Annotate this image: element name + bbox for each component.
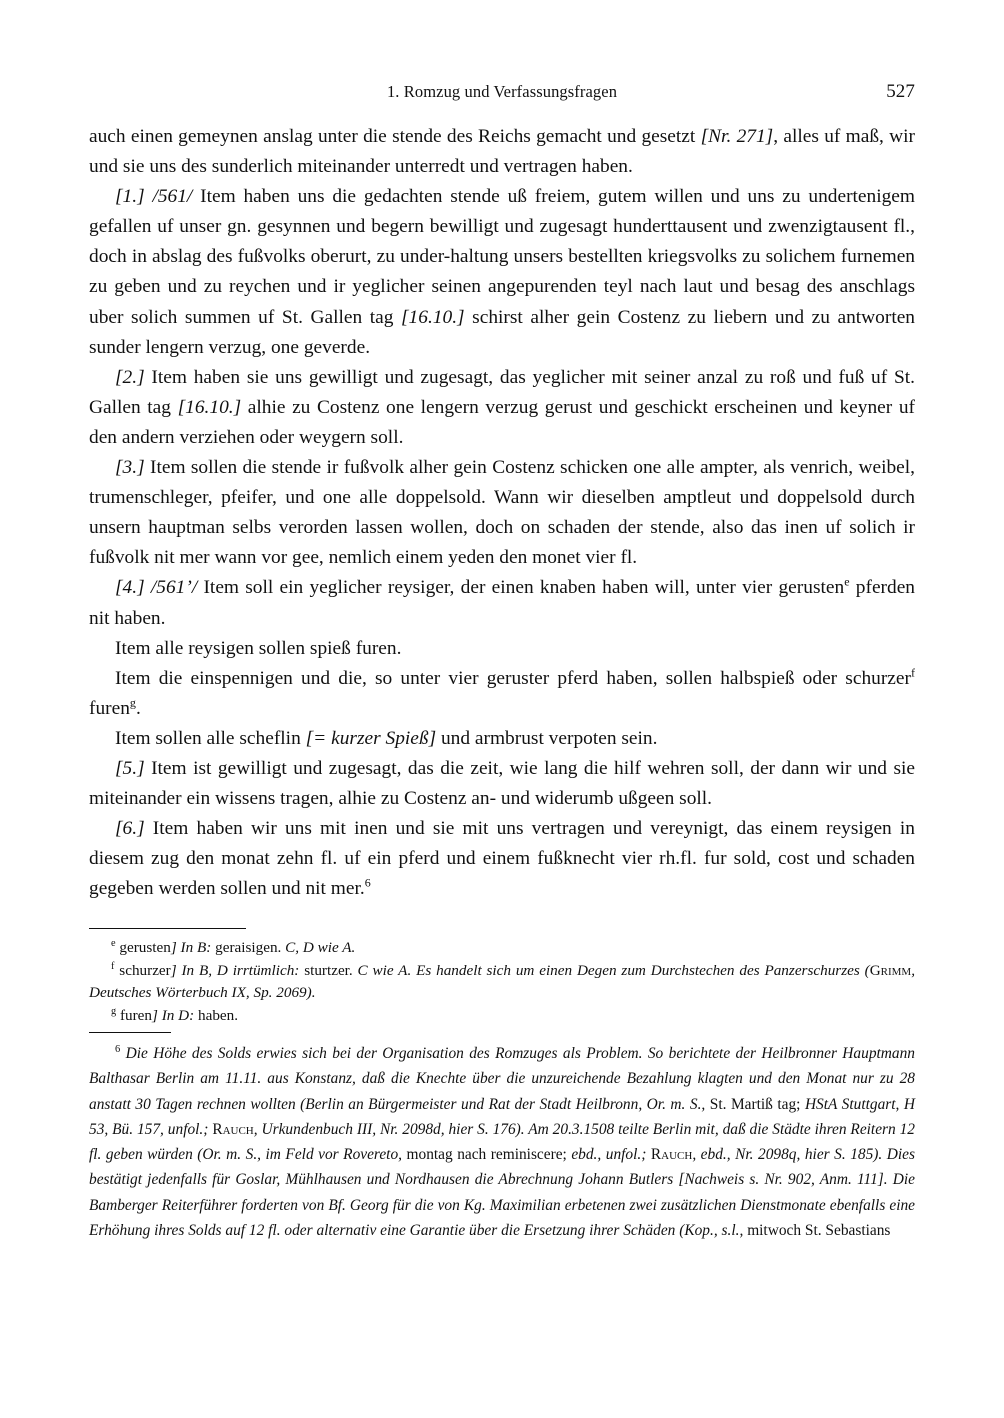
para-continued-run-0: auch einen gemeynen anslag unter die stende des Reichs gemacht und gesetzt xyxy=(89,126,701,147)
para-item-scheflin xyxy=(89,724,915,754)
footnote-6-run-0: Die Höhe des Solds erwies sich bei der Organisation des Romzuges als Problem. So berichtete der Heilbronner Hauptmann Balthasar Berlin am 11.11. aus Konstanz, daß die Knechte über die unzureichende Bezahlung klagten und den Monat nur zu 28 anstatt 30 Tagen rechnen wollten (Berlin an Bürgermeister und Rat der Stadt Heilbronn, Or. m. S., xyxy=(89,1045,915,1113)
apparatus-rule xyxy=(89,928,246,929)
app-f-run-4: Grimm xyxy=(869,961,912,979)
app-f-run-0: schurzer xyxy=(119,961,171,979)
para-2 xyxy=(89,363,915,453)
footnote-block xyxy=(89,1032,915,1243)
footnote-6-run-4: , Urkundenbuch III, Nr. 2098d, hier S. 176). Am 20.3.1508 teilte Berlin mit, daß die Städte ihren Reitern 12 fl. geben würden (Or. m. S., im Feld vor Rovereto, xyxy=(89,1120,916,1164)
para-3-run-1: Item sollen die stende ir fußvolk alher gein Costenz schicken one alle ampter, als venrich, weibel, trumenschleger, pfeifer, und one alle doppelsold. Wann wir dieselben amptleut und doppelsold durch unsern hauptman selbs verorden lassen wollen, doch on schaden der stende, also das inen uf solich ir fußvolk nit mer wann vor gee, nemlich einem yeden den monet vier fl. xyxy=(89,457,915,569)
para-5-run-1: Item ist gewilligt und zugesagt, das die zeit, wie lang die hilf wehren soll, der dann wir und sie miteinander ein wissens tragen, alhie zu Costenz an- und widerumb ußgeen soll. xyxy=(89,757,915,810)
para-4-run-0: [4.] /561’/ xyxy=(115,577,198,599)
para-2-run-1: Item haben sie uns gewilligt und zugesagt, das yeglicher mit seiner anzal zu roß und fuß uf St. Gallen tag xyxy=(89,366,915,418)
footnote-6-marker: 6 xyxy=(115,1043,121,1055)
app-f-run-3: C wie A. Es handelt sich um einen Degen zum Durchstechen des Panzerschurzes ( xyxy=(357,961,870,979)
page-number: 527 xyxy=(886,81,915,102)
para-4-run-2: e xyxy=(844,574,850,589)
footnote-6-run-2: HStA Stuttgart, H 53, Bü. 157, unfol.; xyxy=(89,1095,915,1138)
app-e-marker: e xyxy=(111,937,116,949)
footnote-6-run-6: ebd., unfol.; xyxy=(566,1146,651,1164)
para-4-run-1: Item soll ein yeglicher reysiger, der einen knaben haben will, unter vier gerusten xyxy=(197,577,845,599)
para-4 xyxy=(89,573,915,633)
footnote-rule xyxy=(89,1032,171,1033)
app-e-run-2: geraisigen. xyxy=(211,939,286,956)
para-4-run-3: pferden nit haben. xyxy=(89,577,916,629)
app-e-run-3: C, D wie A. xyxy=(285,939,356,956)
para-3-run-0: [3.] xyxy=(115,457,145,479)
para-1-run-0: [1.] /561/ xyxy=(115,186,193,208)
para-2-run-0: [2.] xyxy=(115,366,145,388)
para-item-scheflin-run-2: und armbrust verpoten sein. xyxy=(436,727,658,749)
para-5-run-0: [5.] xyxy=(115,757,145,779)
para-2-run-3: alhie zu Costenz one lengern verzug gerust und geschickt erscheinen und keyner uf den andern verziehen oder weygern soll. xyxy=(89,396,915,448)
app-f-marker: f xyxy=(111,960,115,972)
app-f-run-2: sturtzer. xyxy=(299,961,358,979)
para-item-einspennigen-run-1: f xyxy=(910,665,915,680)
footnote-6-run-3: Rauch xyxy=(212,1120,254,1138)
variant-apparatus xyxy=(89,928,915,1027)
para-item-einspennigen-run-4: . xyxy=(135,697,141,719)
app-e-run-0: gerusten xyxy=(119,939,171,956)
footnote-6 xyxy=(89,1041,915,1243)
para-2-run-2: [16.10.] xyxy=(177,396,242,418)
para-3 xyxy=(89,453,915,573)
footnote-6-run-5: montag nach reminiscere; xyxy=(402,1146,567,1164)
para-6 xyxy=(89,814,915,904)
app-g-marker: g xyxy=(111,1005,117,1017)
para-1-run-1: Item haben uns die gedachten stende uß freiem, gutem willen und uns zu undertenigem gefallen uf unser gn. gesynnen und begern bewilligt und zugesagt hunderttausent und zwenzigtausent fl., doch in abslag des fußvolks oberurt, zu under-haltung unsers bestellten kriegsvolks zu solichem furnemen zu geben und zu reychen und ir yeglicher seinen angepurenden teyl nach laut und besag des anschlags uber solich summen uf St. Gallen tag xyxy=(89,186,915,328)
para-item-einspennigen-run-0: Item die einspennigen und die, so unter vier geruster pferd haben, sollen halbspieß oder schurzer xyxy=(115,667,911,689)
para-item-spiess-run-0: Item alle reysigen sollen spieß furen. xyxy=(115,637,402,659)
app-f-run-5: , Deutsches Wörterbuch IX, Sp. 2069). xyxy=(89,961,916,1002)
para-item-einspennigen-run-3: g xyxy=(129,695,136,710)
app-g-run-0: furen xyxy=(119,1006,153,1024)
para-6-run-1: Item haben wir uns mit inen und sie mit uns vertragen und vereynigt, das einem reysigen in diesem zug den monat zehn fl. uf ein pferd und einem fußknecht vier rh.fl. fur sold, cost und schaden gegeben werden sollen und nit mer. xyxy=(89,818,915,900)
app-e-run-1: ] In B: xyxy=(170,939,212,956)
para-6-run-2: 6 xyxy=(364,875,371,890)
para-continued xyxy=(89,122,915,182)
app-f-run-1: ] In B, D irrtümlich: xyxy=(170,961,300,979)
para-continued-run-1: [Nr. 271] xyxy=(700,126,774,147)
running-head xyxy=(89,82,915,106)
para-item-spiess xyxy=(89,634,915,664)
para-1 xyxy=(89,182,915,363)
para-item-einspennigen-run-2: furen xyxy=(89,697,130,719)
para-1-run-2: [16.10.] xyxy=(401,306,465,328)
footnote-6-run-8: , ebd., Nr. 2098q, hier S. 185). Dies bestätigt jedenfalls für Goslar, Mühlhausen und Nordhausen die Abrechnung Johann Butlers [Nachweis s. Nr. 902, Anm. 111]. Die Bamberger Reiterführer forderten von Bf. Georg für die von Kg. Maximilian erbetenen zwei zusätzlichen Dienstmonate ebenfalls eine Erhöhung ihres Solds auf 12 fl. oder alternativ eine Garantie über die Ersetzung ihrer Schäden (Kop., s.l., xyxy=(89,1146,915,1240)
footnote-6-run-9: mitwoch St. Sebastians xyxy=(747,1222,891,1240)
para-item-einspennigen xyxy=(89,664,915,724)
app-g xyxy=(89,1005,915,1028)
app-e xyxy=(89,937,915,960)
para-continued-run-2: , alles uf maß, wir und sie uns des sunderlich miteinander unterredt und vertragen haben. xyxy=(89,126,916,178)
footnote-6-run-7: Rauch xyxy=(650,1146,693,1164)
para-1-run-3: schirst alher gein Costenz zu liebern und zu antworten sunder lengern verzug, one geverde. xyxy=(89,306,916,358)
para-6-run-0: [6.] xyxy=(115,818,145,840)
app-g-run-2: haben. xyxy=(194,1006,239,1024)
running-head-title: 1. Romzug und Verfassungsfragen xyxy=(386,82,618,101)
footnote-6-run-1: St. Martiß tag; xyxy=(709,1095,801,1113)
para-item-scheflin-run-0: Item sollen alle scheflin xyxy=(115,727,306,749)
main-text-body xyxy=(89,122,915,904)
para-5 xyxy=(89,754,915,814)
app-f xyxy=(89,960,915,1005)
app-g-run-1: ] In D: xyxy=(152,1006,195,1024)
para-item-scheflin-run-1: [= kurzer Spieß] xyxy=(305,727,437,749)
